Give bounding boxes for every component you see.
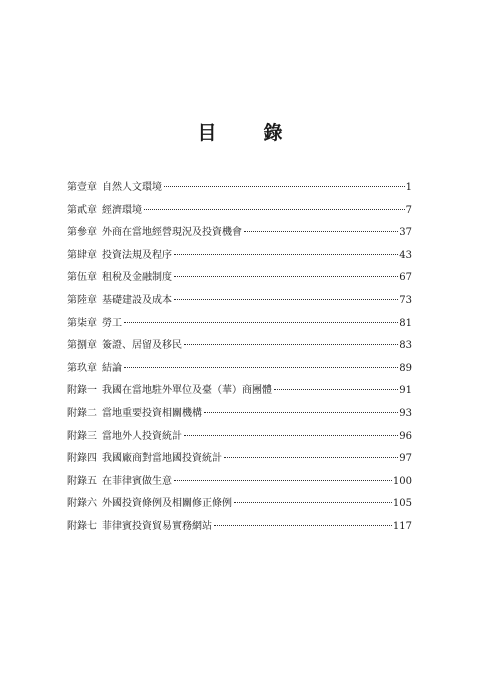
toc-entry-number: 附錄六	[67, 498, 97, 510]
toc-entry-title: 經濟環境	[102, 204, 142, 216]
toc-dot-leader	[274, 389, 398, 390]
toc-entry-number: 附錄四	[67, 453, 97, 465]
toc-dot-leader	[124, 367, 398, 368]
toc-entry-number: 附錄五	[67, 475, 97, 487]
toc-entry[interactable]	[67, 493, 412, 516]
toc-dot-leader	[224, 457, 398, 458]
toc-dot-leader	[124, 322, 398, 323]
toc-entry-number: 第玖章	[67, 362, 97, 374]
toc-entry-page: 89	[399, 362, 412, 374]
toc-entry-page: 81	[399, 317, 412, 329]
toc-dot-leader	[174, 254, 398, 255]
toc-entry-page: 73	[399, 294, 412, 306]
toc-entry-title: 自然人文環境	[102, 182, 162, 193]
toc-entry-page: 117	[392, 520, 412, 532]
toc-dot-leader	[244, 231, 398, 232]
toc-entry-title: 租稅及金融制度	[102, 272, 172, 284]
toc-entry[interactable]	[67, 290, 412, 313]
toc-entry[interactable]	[67, 335, 412, 358]
toc-entry-title: 菲律賓投資貿易實務網站	[102, 520, 212, 532]
toc-dot-leader	[214, 525, 392, 526]
toc-entry[interactable]	[67, 200, 412, 223]
toc-entry-page: 37	[399, 227, 412, 239]
toc-entry-page: 93	[399, 407, 412, 419]
toc-entry-title: 外商在當地經營現況及投資機會	[102, 227, 242, 239]
toc-dot-leader	[234, 502, 392, 503]
toc-entry-page: 100	[392, 475, 412, 487]
toc-entry-title: 結論	[102, 362, 122, 374]
toc-dot-leader	[174, 480, 392, 481]
page-title: 目 錄	[197, 122, 297, 144]
toc-entry[interactable]	[67, 516, 412, 539]
toc-entry[interactable]	[67, 448, 412, 471]
toc-entry-number: 附錄七	[67, 520, 97, 532]
toc-entry-number: 第貳章	[67, 204, 97, 216]
toc-entry-page: 96	[399, 430, 412, 442]
toc-entry-number: 第伍章	[67, 272, 97, 284]
toc-entry-number: 附錄二	[67, 407, 97, 419]
toc-entry[interactable]	[67, 358, 412, 381]
toc-entry-title: 簽證、居留及移民	[102, 340, 182, 352]
toc-entry[interactable]	[67, 313, 412, 336]
toc-entry-page: 67	[399, 272, 412, 284]
toc-dot-leader	[164, 186, 405, 187]
toc-entry-title: 在菲律賓做生意	[102, 475, 172, 487]
toc-entry-title: 我國在當地駐外單位及臺（華）商團體	[102, 385, 272, 397]
toc-entry[interactable]	[67, 267, 412, 290]
toc-entry-number: 第壹章	[67, 182, 97, 193]
toc-entry-title: 當地重要投資相關機構	[102, 407, 202, 419]
toc-entry[interactable]	[67, 426, 412, 449]
toc-dot-leader	[174, 276, 398, 277]
toc-entry-page: 91	[399, 385, 412, 397]
toc-entry-page: 83	[399, 340, 412, 352]
toc-entry-number: 附錄三	[67, 430, 97, 442]
toc-entry-title: 基礎建設及成本	[102, 294, 172, 306]
toc-entry-title: 我國廠商對當地國投資統計	[102, 453, 222, 465]
toc-entry[interactable]	[67, 177, 412, 200]
table-of-contents	[67, 177, 412, 539]
toc-entry-title: 當地外人投資統計	[102, 430, 182, 442]
toc-entry[interactable]	[67, 380, 412, 403]
toc-entry-number: 第捌章	[67, 340, 97, 352]
toc-entry[interactable]	[67, 403, 412, 426]
toc-dot-leader	[184, 435, 398, 436]
toc-entry-page: 105	[392, 498, 412, 510]
toc-entry-page: 97	[399, 453, 412, 465]
toc-dot-leader	[144, 209, 405, 210]
toc-entry[interactable]	[67, 245, 412, 268]
toc-entry-title: 投資法規及程序	[102, 249, 172, 261]
toc-entry-page: 7	[405, 204, 412, 216]
toc-entry-page: 1	[405, 182, 412, 193]
toc-entry[interactable]	[67, 471, 412, 494]
toc-entry-number: 第參章	[67, 227, 97, 239]
toc-entry-number: 第肆章	[67, 249, 97, 261]
toc-entry-title: 勞工	[102, 317, 122, 329]
toc-entry-title: 外國投資條例及相關修正條例	[102, 498, 232, 510]
toc-dot-leader	[204, 412, 398, 413]
toc-entry-number: 第陸章	[67, 294, 97, 306]
toc-entry-number: 附錄一	[67, 385, 97, 397]
toc-entry-page: 43	[399, 249, 412, 261]
toc-entry[interactable]	[67, 222, 412, 245]
toc-dot-leader	[184, 344, 398, 345]
toc-entry-number: 第柒章	[67, 317, 97, 329]
toc-dot-leader	[174, 299, 398, 300]
